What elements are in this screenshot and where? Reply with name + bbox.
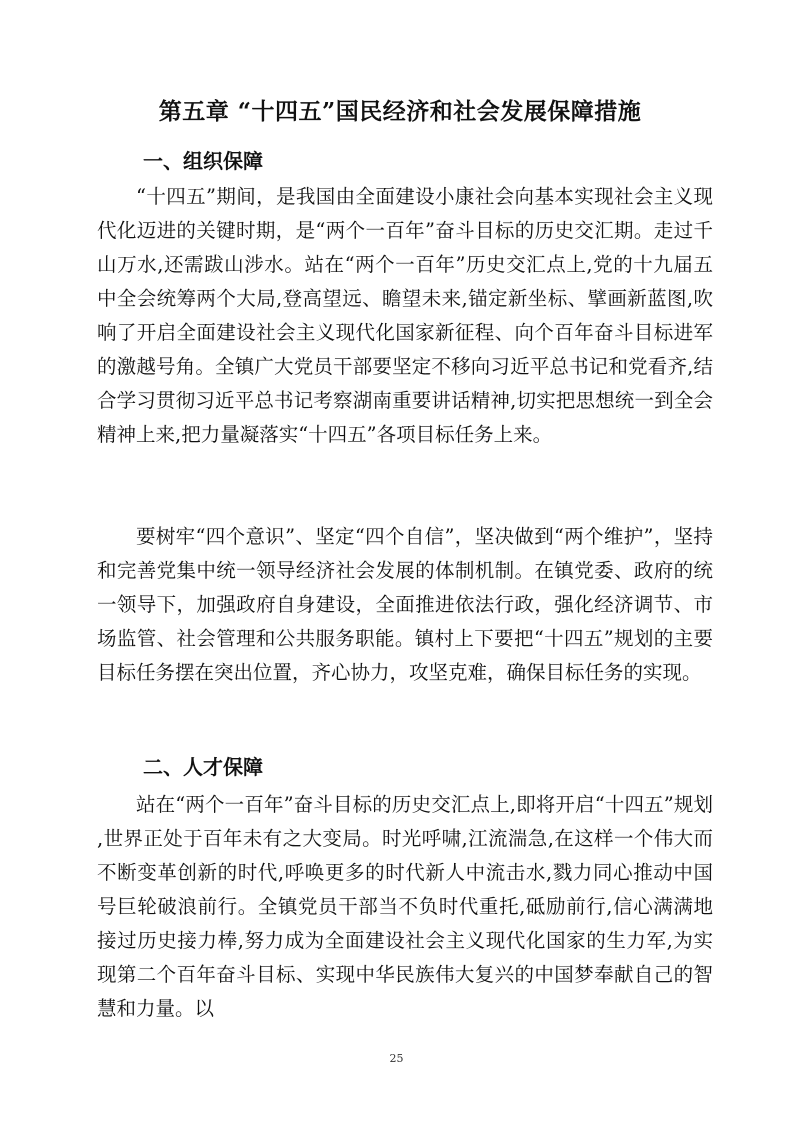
chapter-title: 第五章 “十四五”国民经济和社会发展保障措施	[158, 98, 642, 125]
page-number: 25	[389, 1052, 404, 1065]
paragraph-organization-1: “十四五”期间，是我国由全面建设小康社会向基本实现社会主义现代化迈进的关键时期，是“两个一百年”奋斗目标的历史交汇期。走过千山万水,还需跋山涉水。站在“两个一百年”历史交汇点上,党的十九届五中全会统筹两个大局,登高望远、瞻望未来,锚定新坐标、擘画新蓝图,吹响了开启全面建设社会主义现代化国家新征程、向个百年奋斗目标进军的激越号角。全镇广大党员干部要坚定不移向习近平总书记和党看齐,结合学习贯彻习近平总书记考察湖南重要讲话精神,切实把思想统一到全会精神上来,把力量凝落实“十四五”各项目标任务上来。	[97, 185, 713, 446]
section-heading-talent: 二、人才保障	[143, 755, 263, 779]
paragraph-talent-1: 站在“两个一百年”奋斗目标的历史交汇点上,即将开启“十四五”规划,世界正处于百年未有之大变局。时光呼啸,江流湍急,在这样一个伟大而不断变革创新的时代,呼唤更多的时代新人中流击水,戮力同心推动中国号巨轮破浪前行。全镇党员干部当不负时代重托,砥励前行,信心满满地接过历史接力棒,努力成为全面建设社会主义现代化国家的生力军,为实现第二个百年奋斗目标、实现中华民族伟大复兴的中国梦奉献自己的智慧和力量。以	[97, 793, 713, 1020]
paragraph-organization-2: 要树牢“四个意识”、坚定“四个自信”，坚决做到“两个维护”，坚持和完善党集中统一领导经济社会发展的体制机制。在镇党委、政府的统一领导下，加强政府自身建设，全面推进依法行政，强化经济调节、市场监管、社会管理和公共服务职能。镇村上下要把“十四五”规划的主要目标任务摆在突出位置，齐心协力，攻坚克难，确保目标任务的实现。	[97, 525, 713, 684]
section-heading-organization: 一、组织保障	[143, 149, 263, 173]
